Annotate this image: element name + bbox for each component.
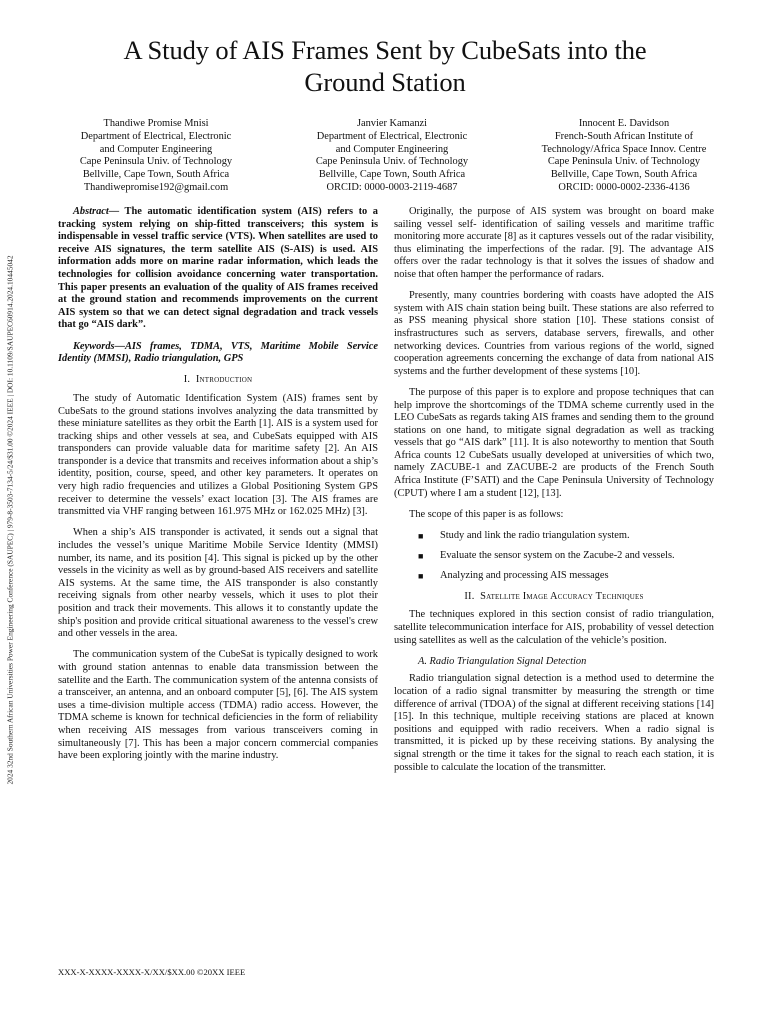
intro-paragraph-1: The study of Automatic Identification System (AIS) frames sent by CubeSats to the ground stations involves analyzing the data transmitted by these miniature satellites as they orbit the Earth [1]. AIS is a system used for tracking ships and other vessels at sea, and CubeSats equipped with AIS transponders can provide valuable data for maritime safety [2]. An AIS transponder is a device that transmits and receives information about a ship’s identity, position, course, speed, and other key parameters. It operates on very high radio frequencies and utilizes a Global Positioning System GPS receiver to determine the vessels’ exact location [3]. The AIS frames are transmitted via VHF ranging between 161.975 MHz or 162.025 MHz) [3]. bbox=[58, 392, 378, 518]
author-2-orcid: ORCID: 0000-0003-2119-4687 bbox=[326, 181, 458, 193]
author-1-dept: Department of Electrical, Electronic bbox=[80, 130, 232, 142]
subsection-a-paragraph: Radio triangulation signal detection is a method used to determine the location of a radio signal transmitter by measuring the strength or time difference of arrival (TDOA) of the signal at different receiving stations [14][15]. In this technique, multiple receiving stations are placed at known positions and equipped with radio receivers. When a radio signal is transmitted, it is picked up by these receiving stations. By analysing the signal strength or the time it takes for the signal to reach each station, it is possible to calculate the location of the transmitter. bbox=[394, 673, 714, 773]
section-heading-introduction bbox=[58, 374, 378, 387]
intro-paragraph-5: Presently, many countries bordering with coasts have adopted the AIS system with AIS chain station being built. These stations are also referred to as PSS meaning physical shore station [10]. These stations consist of insfrastructures such as servers, database servers, firewalls, and other networking devices. Countries from various regions of the world, signed cooperation agreements concerning the exchange of data from national AIS systems and the further development of these systems [10]. bbox=[394, 290, 714, 377]
author-3-name: Innocent E. Davidson bbox=[578, 118, 670, 129]
author-3 bbox=[508, 118, 740, 195]
author-2-dept: Department of Electrical, Electronic bbox=[316, 130, 468, 142]
intro-paragraph-4: Originally, the purpose of AIS system was brought on board make sailing vessel self- identification of sailing vessels and maritime traffic monitoring more accurate [8] as it captures vessels out of the radar visibility, thus eliminating the imperfections of the radar. [9]. The advantage AIS offers over the radar technology is that it solves the issues of shadow and noise that often hamper the performance of radars. bbox=[394, 206, 714, 280]
author-3-city: Bellville, Cape Town, South Africa bbox=[550, 169, 698, 181]
scope-item-2: Evaluate the sensor system on the Zacube-2 and vessels. bbox=[440, 550, 675, 562]
left-column bbox=[58, 206, 378, 771]
author-3-univ: Cape Peninsula Univ. of Technology bbox=[547, 156, 701, 168]
scope-item-3: Analyzing and processing AIS messages bbox=[440, 570, 609, 582]
list-item bbox=[394, 550, 714, 563]
author-block bbox=[40, 118, 740, 198]
abstract bbox=[58, 206, 378, 332]
bullet-icon: ■ bbox=[418, 531, 424, 542]
paper-title-line-1: A Study of AIS Frames Sent by CubeSats into the bbox=[123, 35, 647, 65]
scope-list bbox=[394, 530, 714, 583]
author-1-name: Thandiwe Promise Mnisi bbox=[103, 118, 209, 129]
author-3-orcid: ORCID: 0000-0002-2336-4136 bbox=[558, 181, 690, 193]
author-2 bbox=[276, 118, 508, 195]
intro-paragraph-2: When a ship’s AIS transponder is activated, it sends out a signal that includes the vessel’s unique Maritime Mobile Service Identity (MMSI) number, its name, and its position [4]. This signal is picked up by the other vessels in the vicinity as well as by ground-based AIS receivers and satellite AIS systems. At the same time, the AIS transponder is also constantly receiving signals from other nearby vessels, which it uses to plot their position and track their movements. This allows it to constantly update the ship's position and provide critical situational awareness to the vessel's crew and other vessels in the area. bbox=[58, 527, 378, 640]
bullet-icon: ■ bbox=[418, 551, 424, 562]
author-2-name: Janvier Kamanzi bbox=[356, 118, 428, 129]
paper-title-line-2: Ground Station bbox=[304, 67, 466, 97]
author-2-univ: Cape Peninsula Univ. of Technology bbox=[315, 156, 469, 168]
list-item bbox=[394, 530, 714, 543]
author-1-city: Bellville, Cape Town, South Africa bbox=[82, 169, 230, 181]
section-1-numeral: I. bbox=[183, 374, 191, 386]
list-item bbox=[394, 570, 714, 583]
paper-title bbox=[60, 34, 710, 98]
section-2-title: Satellite Image Accuracy Techniques bbox=[480, 590, 644, 602]
section-2-paragraph: The techniques explored in this section consist of radio triangulation, satellite telecommunication interface for AIS, probability of vessel detection using satellites as well as the calculation of the vehicle’s position. bbox=[394, 609, 714, 646]
abstract-lead: Abstract— bbox=[73, 206, 120, 217]
bullet-icon: ■ bbox=[418, 571, 424, 582]
author-2-dept-2: and Computer Engineering bbox=[335, 143, 449, 155]
footer-copyright: XXX-X-XXXX-XXXX-X/XX/$XX.00 ©20XX IEEE bbox=[58, 967, 246, 977]
scope-intro: The scope of this paper is as follows: bbox=[409, 508, 564, 520]
subsection-heading-a: A. Radio Triangulation Signal Detection bbox=[418, 655, 587, 667]
doi-side-note-text: 2024 32nd Southern African Universities Power Engineering Conference (SAUPEC) | 979-8-3503-7134-5/24/$31.00 ©2024 IEEE | DOI: 10.1109/SAUPEC60914.2024.10445042 bbox=[5, 255, 15, 785]
scope-item-1: Study and link the radio triangulation system. bbox=[440, 530, 630, 542]
author-2-city: Bellville, Cape Town, South Africa bbox=[318, 169, 466, 181]
author-1-dept-2: and Computer Engineering bbox=[99, 143, 213, 155]
abstract-text: The automatic identification system (AIS) refers to a tracking system relying on ship-fitted transceivers; this system is indispensable in vessel traffic service (VTS). When satellites are used to receive AIS signatures, the term satellite AIS (S-AIS) is used. AIS information adds more on marine radar information, which leads the technologies for collision avoidance concerning water transportation. This paper presents an evaluation of the quality of AIS frames received at the ground station and recommends improvements on the current AIS system so that we can detect signal degradation and track vessels that go “AIS dark”. bbox=[58, 206, 378, 331]
doi-side-note bbox=[2, 160, 18, 880]
right-column bbox=[394, 206, 714, 783]
author-3-institute: French-South African Institute of bbox=[554, 130, 694, 142]
section-2-numeral: II. bbox=[464, 590, 475, 602]
intro-paragraph-6: The purpose of this paper is to explore and propose techniques that can help improve the shortcomings of the TDMA scheme currently used in the LEO CubeSats as regards taking AIS frames and sending them to the ground stations on one hand, to mitigate signal degradation as well as tracking vessels that go “AIS dark” [11]. It is also noteworthy to mention that South Africa counts 12 CubeSats usually developed at universities of which two, namely ZACUBE-1 and ZACUBE-2 are products of the French South Africa Institute (F’SATI) and the Cape Peninsula University of Technology (CPUT) where I am a student [12], [13]. bbox=[394, 386, 714, 499]
author-1-univ: Cape Peninsula Univ. of Technology bbox=[79, 156, 233, 168]
author-1 bbox=[40, 118, 272, 195]
intro-paragraph-3: The communication system of the CubeSat is typically designed to work with ground station antennas to enable data transmission between the satellite and the Earth. The communication system of the antenna consists of a transceiver, an antenna, and an onboard computer [5], [6]. The AIS system uses a time-division multiple access (TDMA) radio access. However, the TDMA scheme is known for technical deficiencies in the form of reliability when receiving AIS messages from various transceivers coming in simultaneously [7]. This has been a major concern commercial companies have been exploring jointly with the marine industry. bbox=[58, 649, 378, 762]
author-1-email: Thandiwepromise192@gmail.com bbox=[83, 181, 229, 193]
keywords: Keywords—AIS frames, TDMA, VTS, Maritime Mobile Service Identity (MMSI), Radio triangulation, GPS bbox=[58, 340, 378, 365]
author-3-institute-2: Technology/Africa Space Innov. Centre bbox=[541, 143, 707, 155]
section-1-title: Introduction bbox=[195, 374, 253, 386]
section-heading-satellite bbox=[394, 591, 714, 604]
